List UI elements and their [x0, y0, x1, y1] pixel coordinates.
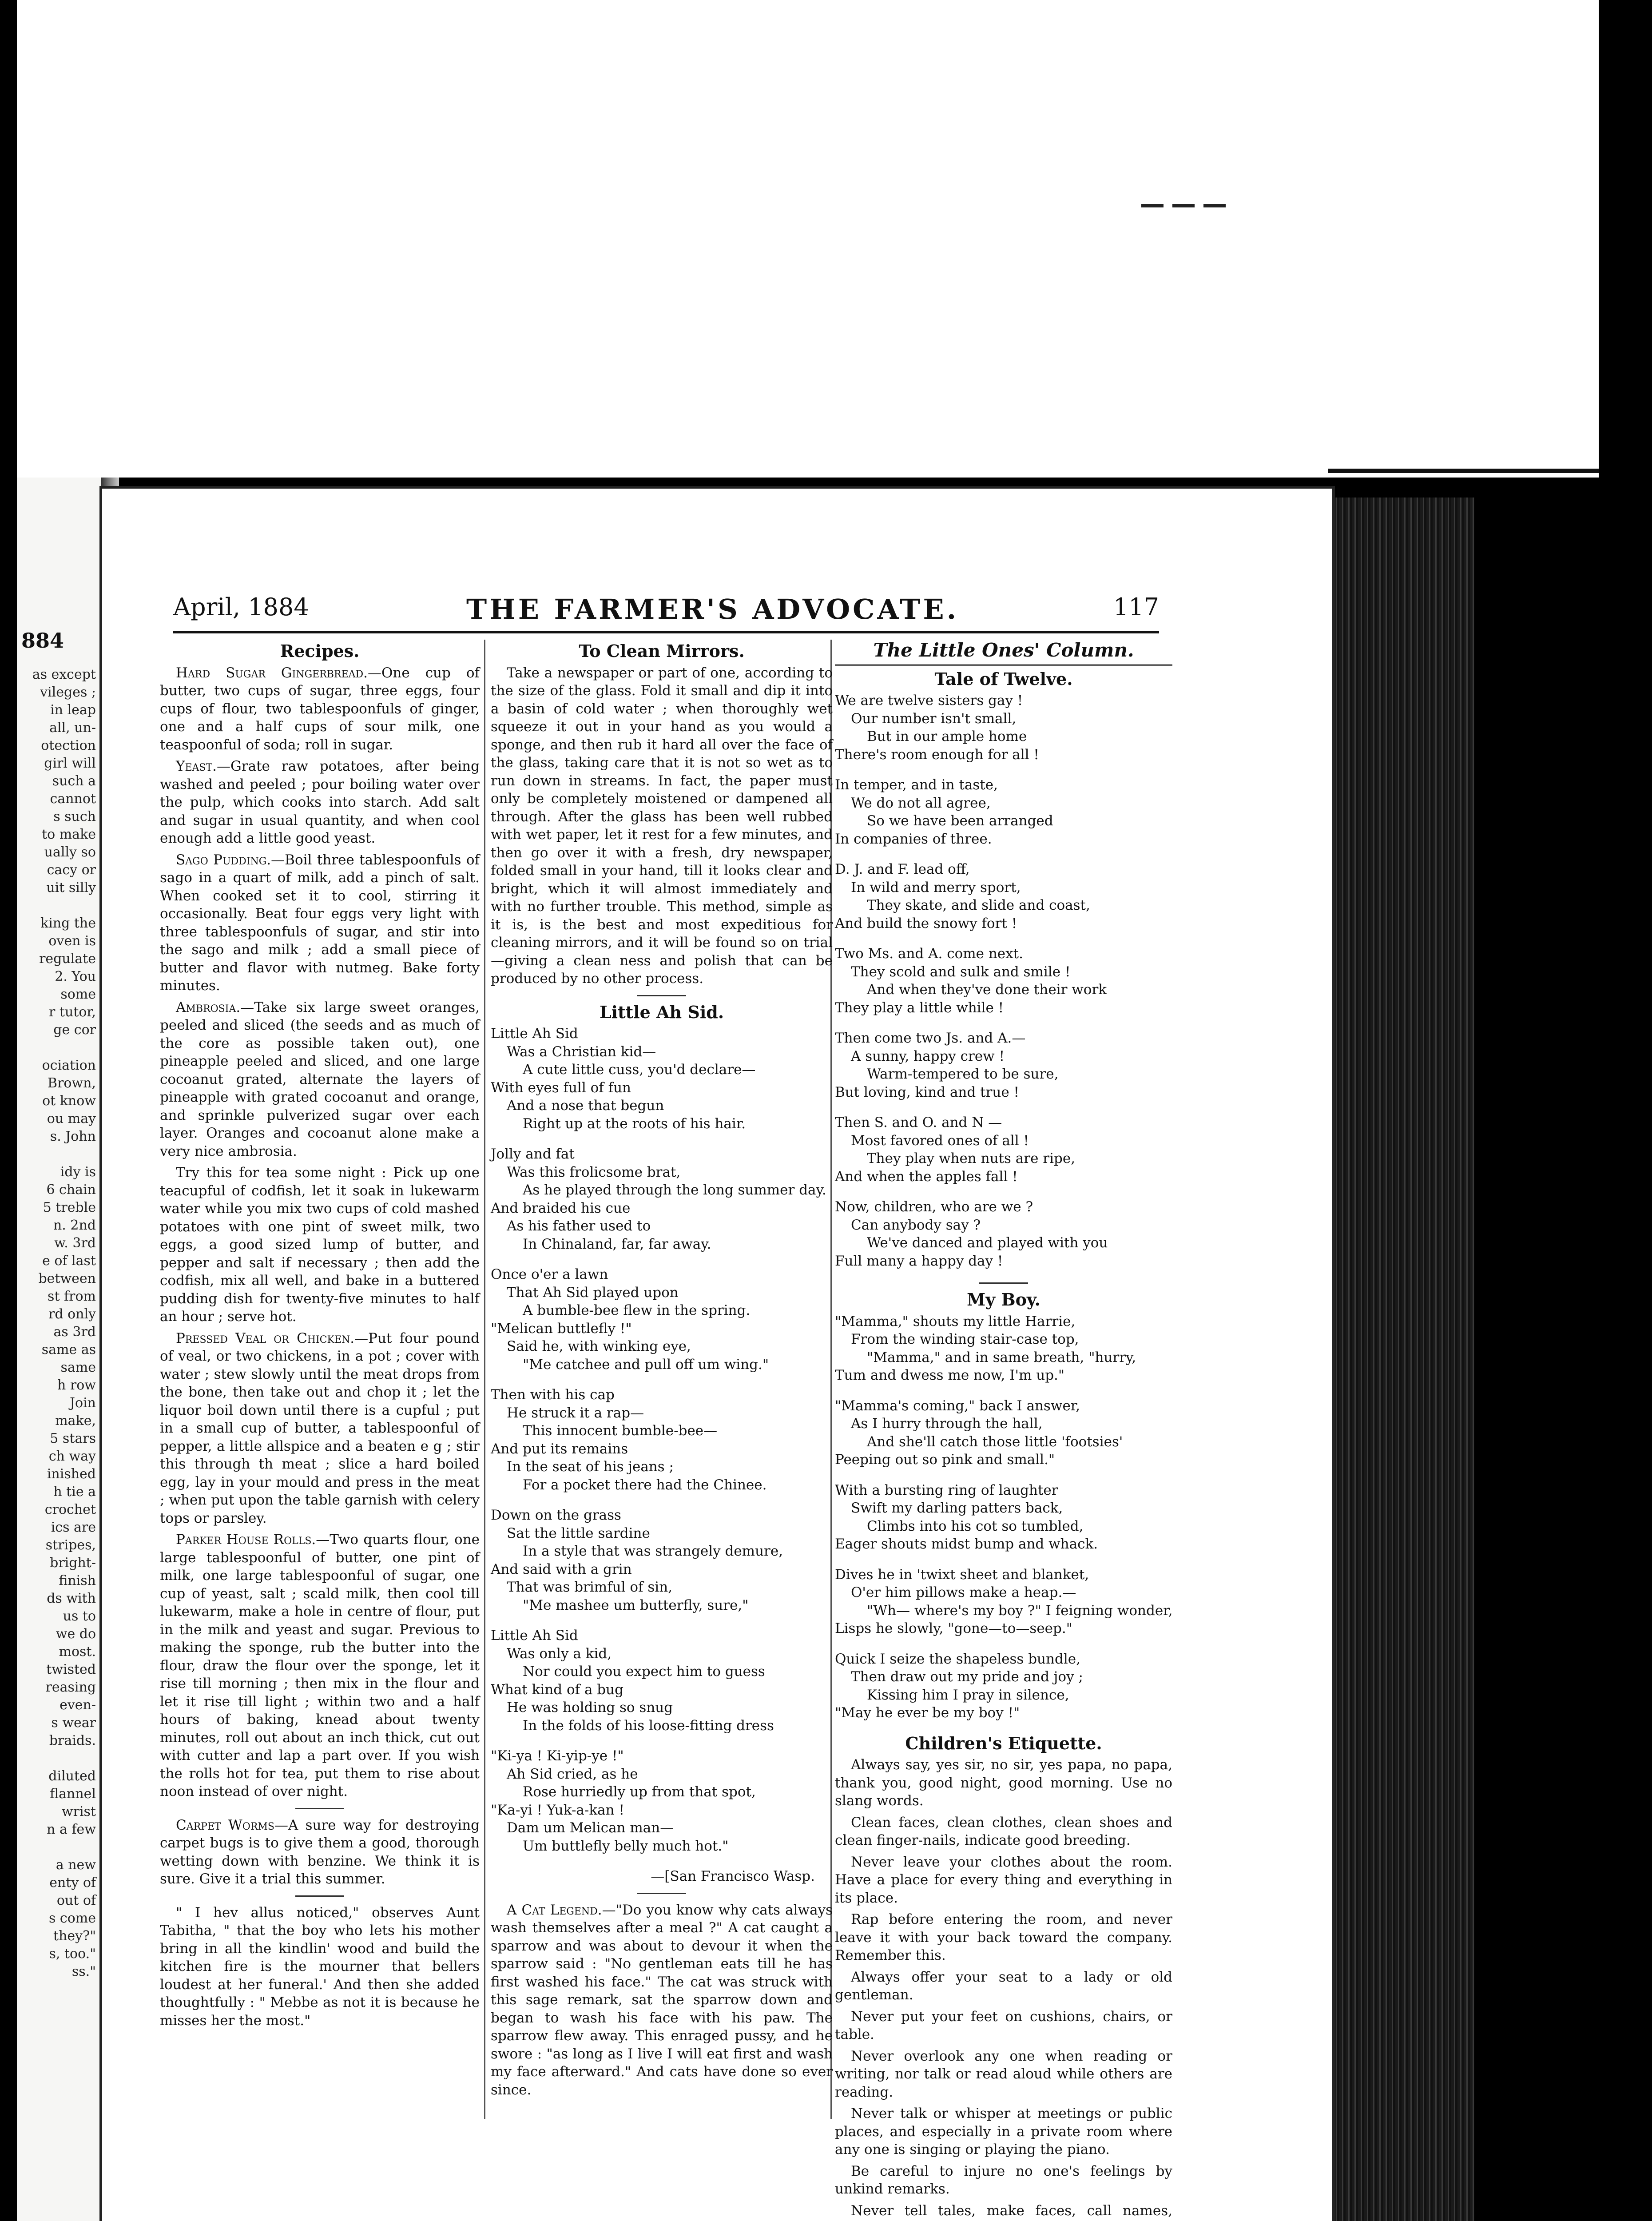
poem-my-boy [835, 1313, 1172, 1722]
tale-line: They skate, and slide and coast, [867, 897, 1090, 913]
recipe-paragraph [160, 664, 480, 754]
prev-page-line: girl will [44, 756, 96, 771]
ah-sid-line: For a pocket there had the Chinee. [523, 1477, 767, 1493]
ah-sid-line: As he played through the long summer day. [523, 1182, 826, 1198]
prev-page-line: make, [55, 1413, 96, 1429]
recipe-text: —One cup of butter, two cups of sugar, three eggs, four cups of flour, two tablespoonfuls of ginger, one and a half cups of sour milk, one teaspoonful of soda; roll in sugar. [160, 665, 480, 753]
prev-page-line: inished [47, 1466, 96, 1482]
little-ones-heading: The Little Ones' Column. [835, 641, 1172, 666]
prev-page-line: between [38, 1271, 96, 1286]
ah-sid-line: In a style that was strangely demure, [523, 1543, 783, 1559]
tale-line: D. J. and F. lead off, [835, 861, 970, 877]
my-boy-line: With a bursting ring of laughter [835, 1482, 1058, 1498]
column-mirrors [491, 640, 833, 2102]
prev-page-line: 5 treble [43, 1200, 96, 1215]
recipe-name: Hard Sugar Gingerbread. [176, 665, 368, 681]
my-boy-line: Kissing him I pray in silence, [867, 1687, 1069, 1703]
tale-line: Full many a happy day ! [835, 1253, 1003, 1269]
ah-sid-line: Was a Christian kid— [507, 1043, 656, 1060]
section-divider [979, 1282, 1028, 1284]
prev-page-line: they?" [53, 1928, 96, 1944]
prev-page-line: crochet [44, 1502, 96, 1517]
prev-page-line: h tie a [53, 1484, 96, 1500]
prev-page-line: rd only [48, 1306, 96, 1322]
prev-page-line: s wear [51, 1715, 96, 1731]
prev-page-line: to make [42, 827, 96, 842]
tale-line: But loving, kind and true ! [835, 1084, 1019, 1100]
my-boy-line: Peeping out so pink and small." [835, 1452, 1055, 1468]
prev-page-line: n a few [47, 1822, 96, 1837]
my-boy-stanza [835, 1397, 1172, 1469]
recipes-list [160, 664, 480, 1801]
my-boy-line: Dives he in 'twixt sheet and blanket, [835, 1566, 1089, 1583]
my-boy-line: Quick I seize the shapeless bundle, [835, 1651, 1080, 1667]
prev-page-line: oven is [48, 933, 96, 949]
ah-sid-stanza [491, 1747, 833, 1855]
boy-title: My Boy. [967, 1290, 1040, 1310]
recipe-name: Ambrosia. [176, 999, 241, 1015]
prev-page-line: st from [48, 1289, 96, 1304]
prev-page-line: finish [59, 1573, 96, 1588]
prev-page-line: us to [63, 1608, 96, 1624]
prev-page-line: 5 stars [50, 1431, 96, 1446]
prev-page-line: ds with [47, 1591, 96, 1606]
ah-sid-line: Nor could you expect him to guess [523, 1664, 765, 1680]
ah-sid-line: He struck it a rap— [507, 1405, 644, 1421]
tale-line: They play a little while ! [835, 999, 1004, 1016]
tale-line: And when the apples fall ! [835, 1168, 1018, 1185]
tale-stanza [835, 1198, 1172, 1270]
prev-page-line: n. 2nd [53, 1218, 96, 1233]
etiquette-rule: Be careful to injure no one's feelings by unkind remarks. [835, 2163, 1172, 2197]
tale-line: Most favored ones of all ! [851, 1132, 1029, 1149]
recipe-paragraph [160, 1531, 480, 1801]
recipe-paragraph [160, 757, 480, 848]
section-divider [637, 1893, 686, 1894]
ah-sid-line: Ah Sid cried, as he [507, 1766, 638, 1782]
mirrors-heading: To Clean Mirrors. [579, 641, 745, 661]
tale-stanza [835, 692, 1172, 764]
recipe-paragraph [160, 851, 480, 995]
prev-page-line [17, 1750, 101, 1767]
prev-page-line: stripes, [45, 1537, 96, 1553]
scan-edge-rule [1328, 469, 1599, 473]
prev-page-line: king the [40, 915, 96, 931]
my-boy-line: "May he ever be my boy !" [835, 1705, 1020, 1721]
etiquette-rule: Rap before entering the room, and never leave it with your back toward the company. Remember this. [835, 1911, 1172, 1963]
prev-page-line: ually so [44, 844, 96, 860]
poem-tale-of-twelve [835, 692, 1172, 1270]
tale-stanza [835, 1029, 1172, 1101]
my-boy-line: "Mamma," shouts my little Harrie, [835, 1313, 1076, 1329]
header-rule [173, 631, 1159, 633]
tale-stanza [835, 860, 1172, 932]
prev-page-line: s such [53, 809, 96, 824]
tale-stanza [835, 776, 1172, 848]
carpet-worms-text: —A sure way for destroying carpet bugs is to give them a good, thorough wetting down with benzine. We think it is sure. Give it a trial this summer. [160, 1817, 480, 1887]
ah-sid-line: That was brimful of sin, [507, 1579, 673, 1595]
ah-sid-line: And braided his cue [491, 1200, 631, 1216]
etiquette-title: Children's Etiquette. [905, 1733, 1102, 1753]
prev-page-line: cacy or [47, 862, 96, 878]
prev-page-line: enty of [49, 1875, 96, 1891]
prev-page-line: such a [52, 773, 96, 789]
etiquette-rule: Never talk or whisper at meetings or public places, and especially in a private room where any one is singing or playing the piano. [835, 2106, 1172, 2157]
etiquette-rule: Always offer your seat to a lady or old gentleman. [835, 1969, 1172, 2003]
tale-line: Now, children, who are we ? [835, 1199, 1033, 1215]
ah-sid-line: And put its remains [491, 1441, 628, 1457]
tale-line: In wild and merry sport, [851, 879, 1021, 896]
tale-line: But in our ample home [867, 728, 1027, 744]
column-rule [484, 640, 485, 2119]
my-boy-line: Then draw out my pride and joy ; [851, 1669, 1083, 1685]
my-boy-line: O'er him pillows make a heap.— [851, 1584, 1076, 1600]
ah-sid-stanza [491, 1627, 833, 1735]
ah-sid-line: Said he, with winking eye, [507, 1338, 691, 1354]
prev-page-line: same [60, 1360, 96, 1375]
etiquette-rule: Never leave your clothes about the room. Have a place for every thing and everything in its place. [835, 1854, 1172, 1906]
ah-sid-line: Down on the grass [491, 1507, 621, 1523]
prev-page-year: 884 [21, 629, 64, 653]
my-boy-line: As I hurry through the hall, [851, 1416, 1043, 1432]
ah-sid-line: Little Ah Sid [491, 1026, 578, 1042]
tale-stanza [835, 945, 1172, 1017]
prev-page-line [17, 1039, 101, 1057]
ah-sid-line: A bumble-bee flew in the spring. [523, 1302, 751, 1318]
prev-page-line: braids. [49, 1733, 96, 1748]
prev-page-line: h row [57, 1377, 96, 1393]
recipes-heading: Recipes. [280, 641, 360, 661]
carpet-worms-lead: Carpet Worms [176, 1817, 274, 1833]
etiquette-rule: Never tell tales, make faces, call names, [851, 2202, 1172, 2219]
header-date: April, 1884 [173, 593, 309, 621]
masthead-title: THE FARMER'S ADVOCATE. [466, 593, 959, 625]
tale-line: Then S. and O. and N — [835, 1114, 1002, 1130]
tale-line: And build the snowy fort ! [835, 915, 1017, 931]
prev-page-line: otection [41, 738, 96, 753]
ah-sid-stanza [491, 1386, 833, 1494]
etiquette-rule: Never overlook any one when reading or writing, nor talk or read aloud while others are reading. [835, 2048, 1172, 2100]
tale-line: They scold and sulk and smile ! [851, 963, 1071, 980]
prev-page-line: same as [41, 1342, 96, 1357]
my-boy-stanza [835, 1566, 1172, 1638]
ah-sid-line: "Ka-yi ! Yuk-a-kan ! [491, 1802, 624, 1818]
my-boy-line: "Mamma's coming," back I answer, [835, 1397, 1080, 1414]
ah-sid-line: In the seat of his jeans ; [507, 1459, 674, 1475]
prev-page-line: ot know [42, 1093, 96, 1109]
prev-page-line: bright- [50, 1555, 96, 1571]
ah-sid-line: "Me catchee and pull off um wing." [523, 1356, 769, 1373]
ah-sid-line: Sat the little sardine [507, 1525, 650, 1541]
prev-page-line: s. John [50, 1129, 96, 1144]
section-divider [295, 1895, 344, 1897]
ah-sid-line: And a nose that begun [507, 1098, 664, 1114]
ah-sid-line: In Chinaland, far, far away. [523, 1236, 711, 1252]
margin-dash-mark [1141, 201, 1243, 207]
recipe-text: —Grate raw potatoes, after being washed and peeled ; pour boiling water over the pulp, which cooks into starch. Add salt and sugar in usual quantity, and when cool enough add a little good yeast. [160, 758, 480, 846]
prev-page-line: twisted [46, 1662, 96, 1677]
recipe-name: Yeast. [176, 758, 217, 774]
scan-top-margin [0, 0, 1652, 478]
prev-page-line: w. 3rd [54, 1235, 96, 1251]
tale-stanza [835, 1114, 1172, 1186]
tale-line: So we have been arranged [867, 813, 1053, 829]
recipe-name: Sago Pudding. [176, 852, 271, 868]
section-divider [295, 1808, 344, 1809]
ah-sid-line: Then with his cap [491, 1387, 615, 1403]
aunt-tabitha-paragraph: " I hev allus noticed," observes Aunt Tabitha, " that the boy who lets his mother bring in all the kindlin' wood and build the kitchen fire is the mourner that bellers loudest at her funeral.' And then she added thoughtfully : " Mebbe as not it is because he misses her the most." [160, 1904, 480, 2029]
ah-sid-line: He was holding so snug [507, 1700, 673, 1716]
ah-sid-line: "Me mashee um butterfly, sure," [523, 1597, 749, 1613]
cat-legend-paragraph [491, 1901, 833, 2099]
etiquette-rule: Clean faces, clean clothes, clean shoes and clean finger-nails, indicate good breeding. [835, 1814, 1172, 1848]
prev-page-line: ge cor [53, 1022, 96, 1038]
prev-page-line: cannot [50, 791, 96, 807]
ah-sid-line: With eyes full of fun [491, 1079, 631, 1096]
my-boy-line: "Wh— where's my boy ?" I feigning wonder, [867, 1602, 1173, 1619]
tale-line: Then come two Js. and A.— [835, 1030, 1026, 1046]
my-boy-line: Lisps he slowly, "gone—to—seep." [835, 1620, 1072, 1636]
prev-page-line: out of [56, 1893, 96, 1908]
prev-page-line: regulate [39, 951, 96, 967]
cat-legend-text: —"Do you know why cats always wash themselves after a meal ?" A cat caught a sparrow and was about to devour it when the sparrow said : "No gentleman eats till he has first washed his face." The cat was struck with this sage remark, sat the sparrow down and began to wash his face with his paw. The sparrow flew away. This enraged pussy, and he swore : "as long as I live I will eat first and wash my face afterward." And cats have done so ever since. [491, 1902, 833, 2098]
prev-page-line: e of last [42, 1253, 96, 1269]
ah-sid-line: "Ki-ya ! Ki-yip-ye !" [491, 1748, 624, 1764]
recipe-text: —Put four pound of veal, or two chickens, in a pot ; cover with water ; stew slowly until the meat drops from the bone, then take out and chop it ; let the liquor boil down until there is a cupful ; put in a small cup of butter, a tablespoonful of pepper, a little allspice and a beaten e g ; stir this through th meat ; slice a hard boiled egg, lay in your mould and press in the meat ; when put upon the table garnish with celery tops or parsley. [160, 1330, 480, 1526]
ah-sid-line: Rose hurriedly up from that spot, [523, 1784, 756, 1800]
ah-sid-stanza [491, 1266, 833, 1373]
ah-sid-line: A cute little cuss, you'd declare— [523, 1062, 756, 1078]
ah-sid-line: Was only a kid, [507, 1645, 612, 1662]
ah-sid-line: That Ah Sid played upon [507, 1284, 679, 1301]
tale-line: Can anybody say ? [851, 1217, 981, 1233]
prev-page-line: uit silly [46, 880, 96, 896]
prev-page-line: r tutor, [49, 1004, 96, 1020]
ah-sid-line: In the folds of his loose-fitting dress [523, 1717, 774, 1734]
scan-right-border [1599, 0, 1652, 2221]
prev-page-line: as 3rd [53, 1324, 96, 1340]
prev-page-line: most. [59, 1644, 96, 1660]
etiquette-rule: Always say, yes sir, no sir, yes papa, no papa, thank you, good night, good morning. Use no slang words. [835, 1757, 1172, 1809]
prev-page-line: idy is [60, 1164, 96, 1180]
page-header [173, 593, 1159, 624]
my-boy-stanza [835, 1313, 1172, 1385]
previous-page-fragment [17, 478, 105, 2221]
poem-little-ah-sid [491, 1025, 833, 1855]
recipe-paragraph [160, 1164, 480, 1326]
recipe-name: Parker House Rolls. [176, 1532, 316, 1548]
book-page-edges [1314, 498, 1474, 2221]
tale-line: Two Ms. and A. come next. [835, 946, 1023, 962]
prev-page-line: wrist [61, 1804, 96, 1819]
prev-page-line: reasing [45, 1680, 96, 1695]
prev-page-line: Brown, [48, 1075, 96, 1091]
ah-sid-line: As his father used to [507, 1218, 651, 1234]
etiquette-rule: Never put your feet on cushions, chairs, or table. [835, 2008, 1172, 2042]
tale-line: A sunny, happy crew ! [851, 1048, 1005, 1064]
prev-page-line: ou may [47, 1111, 96, 1126]
my-boy-line: Eager shouts midst bump and whack. [835, 1536, 1098, 1552]
recipe-text: —Take six large sweet oranges, peeled and sliced (the seeds and as much of the core as possible taken out), one pineapple peeled and sliced, and one large cocoanut grated, alternate the layers of pineapple with grated cocoanut and orange, and sprinkle pulverized sugar over each layer. Oranges and cocoanut alone make a very nice ambrosia. [160, 999, 480, 1159]
tale-line: We've danced and played with you [867, 1235, 1108, 1251]
tale-line: In temper, and in taste, [835, 777, 998, 793]
tale-line: Our number isn't small, [851, 710, 1017, 727]
ah-sid-line: What kind of a bug [491, 1681, 623, 1698]
prev-page-line: some [60, 987, 96, 1002]
prev-page-line: we do [56, 1626, 96, 1642]
ah-sid-line: And said with a grin [491, 1561, 632, 1577]
column-little-ones [835, 640, 1172, 2221]
ah-sid-line: "Melican buttlefly !" [491, 1320, 632, 1337]
prev-page-line: ociation [42, 1058, 96, 1073]
poem-title: Little Ah Sid. [599, 1002, 724, 1022]
tale-line: There's room enough for all ! [835, 746, 1039, 763]
tale-title: Tale of Twelve. [934, 669, 1073, 689]
prev-page-line [17, 897, 101, 915]
tale-line: They play when nuts are ripe, [867, 1150, 1076, 1166]
prev-page-line: in leap [50, 702, 96, 718]
my-boy-line: And she'll catch those little 'footsies' [867, 1433, 1123, 1450]
my-boy-stanza [835, 1481, 1172, 1553]
tale-line: Warm-tempered to be sure, [867, 1066, 1059, 1082]
prev-page-line: even- [60, 1697, 96, 1713]
ah-sid-line: Right up at the roots of his hair. [523, 1115, 746, 1132]
ah-sid-stanza [491, 1145, 833, 1253]
prev-page-line [17, 1146, 101, 1163]
prev-page-line: all, un- [49, 720, 96, 736]
prev-page-lines [17, 666, 101, 1981]
my-boy-line: From the winding stair-case top, [851, 1331, 1079, 1347]
ah-sid-line: Jolly and fat [491, 1146, 575, 1162]
prev-page-line [17, 1839, 101, 1856]
poem-attribution: —[San Francisco Wasp. [651, 1868, 815, 1884]
recipe-text: —Boil three tablespoonfuls of sago in a quart of milk, add a pinch of salt. When cooked set it to cool, stirring it occasionally. Beat four eggs very light with three tablespoonfuls of sugar, and stir into the sago and milk ; add a small piece of butter and flavor with nutmeg. Bake forty minutes. [160, 852, 480, 994]
prev-page-line: Join [69, 1395, 96, 1411]
prev-page-line: s, too." [49, 1946, 96, 1962]
ah-sid-stanza [491, 1506, 833, 1614]
cat-legend-lead: A Cat Legend. [507, 1902, 602, 1918]
my-boy-line: Climbs into his cot so tumbled, [867, 1518, 1084, 1534]
prev-page-line: diluted [48, 1768, 96, 1784]
ah-sid-line: Um buttlefly belly much hot." [523, 1838, 729, 1854]
my-boy-stanza [835, 1650, 1172, 1722]
carpet-worms-paragraph [160, 1816, 480, 1888]
recipe-text: Try this for tea some night : Pick up one teacupful of codfish, let it soak in lukewarm water while you mix two cups of cold mashed potatoes with one pint of sweet milk, two eggs, a good sized lump of butter, and pepper and salt if necessary ; then add the codfish, mix all well, and bake in a buttered pudding dish for twenty-five minutes to half an hour ; serve hot. [160, 1165, 480, 1325]
mirrors-paragraph: Take a newspaper or part of one, according to the size of the glass. Fold it small and dip it into a basin of cold water ; when thoroughly wet squeeze it out in your hand as you would a sponge, and then rub it hard all over the face of the glass, taking care that it is not so wet as to run down in streams. In fact, the paper must only be completely moistened or dampened all through. After the glass has been well rubbed with wet paper, let it rest for a few minutes, and then go over it with a fresh, dry newspaper, folded small in your hand, till it looks clear and bright, which it will almost immediately and with no further trouble. This method, simple as it is, is the best and most expeditious for cleaning mirrors, and it will be found so on trial—giving a clean ness and polish that can be produced by no other process. [491, 665, 833, 987]
page-number: 117 [1113, 593, 1159, 621]
prev-page-line: ics are [51, 1520, 96, 1535]
ah-sid-line: Once o'er a lawn [491, 1266, 608, 1282]
recipe-paragraph [160, 1329, 480, 1528]
tale-line: And when they've done their work [867, 982, 1107, 998]
recipe-text: —Two quarts flour, one large tablespoonful of butter, one pint of milk, one large tablespoonful of sugar, one cup of yeast, salt ; scald milk, then cool till lukewarm, make a hole in centre of flour, put in the milk and yeast and sugar. Previous to making the sponge, rub the butter into the flour, draw the flour over the sponge, let it rise till morning ; then mix in the flour and let it rise till light ; within two and a half hours of baking, knead about twenty minutes, roll out about an inch thick, cut out with cutter and lap a part over. If you wish the rolls hot for tea, put them to rise about noon instead of over night. [160, 1532, 480, 1799]
prev-page-line: 6 chain [46, 1182, 96, 1198]
my-boy-line: Tum and dwess me now, I'm up." [835, 1367, 1065, 1383]
prev-page-line: as except [32, 667, 96, 682]
section-divider [637, 995, 686, 996]
prev-page-line: flannel [50, 1786, 96, 1802]
tale-line: We are twelve sisters gay ! [835, 693, 1023, 708]
my-boy-line: "Mamma," and in same breath, "hurry, [867, 1349, 1136, 1365]
prev-page-line: ch way [48, 1449, 96, 1464]
prev-page-line: s come [49, 1911, 96, 1926]
tale-line: We do not all agree, [851, 795, 991, 811]
prev-page-line: ss." [71, 1964, 96, 1979]
ah-sid-line: This innocent bumble-bee— [523, 1423, 718, 1439]
ah-sid-line: Dam um Melican man— [507, 1820, 674, 1836]
prev-page-line: vileges ; [40, 685, 96, 700]
ah-sid-stanza [491, 1025, 833, 1133]
etiquette-list [835, 1756, 1172, 2221]
ah-sid-line: Was this frolicsome brat, [507, 1164, 681, 1180]
recipe-paragraph [160, 999, 480, 1161]
tale-line: In companies of three. [835, 831, 992, 847]
prev-page-line: a new [56, 1857, 96, 1873]
column-recipes [160, 640, 480, 2033]
ah-sid-line: Little Ah Sid [491, 1628, 578, 1644]
my-boy-line: Swift my darling patters back, [851, 1500, 1063, 1516]
prev-page-line: 2. You [55, 969, 96, 984]
recipe-name: Pressed Veal or Chicken. [176, 1330, 355, 1346]
scan-left-border [0, 0, 17, 2221]
